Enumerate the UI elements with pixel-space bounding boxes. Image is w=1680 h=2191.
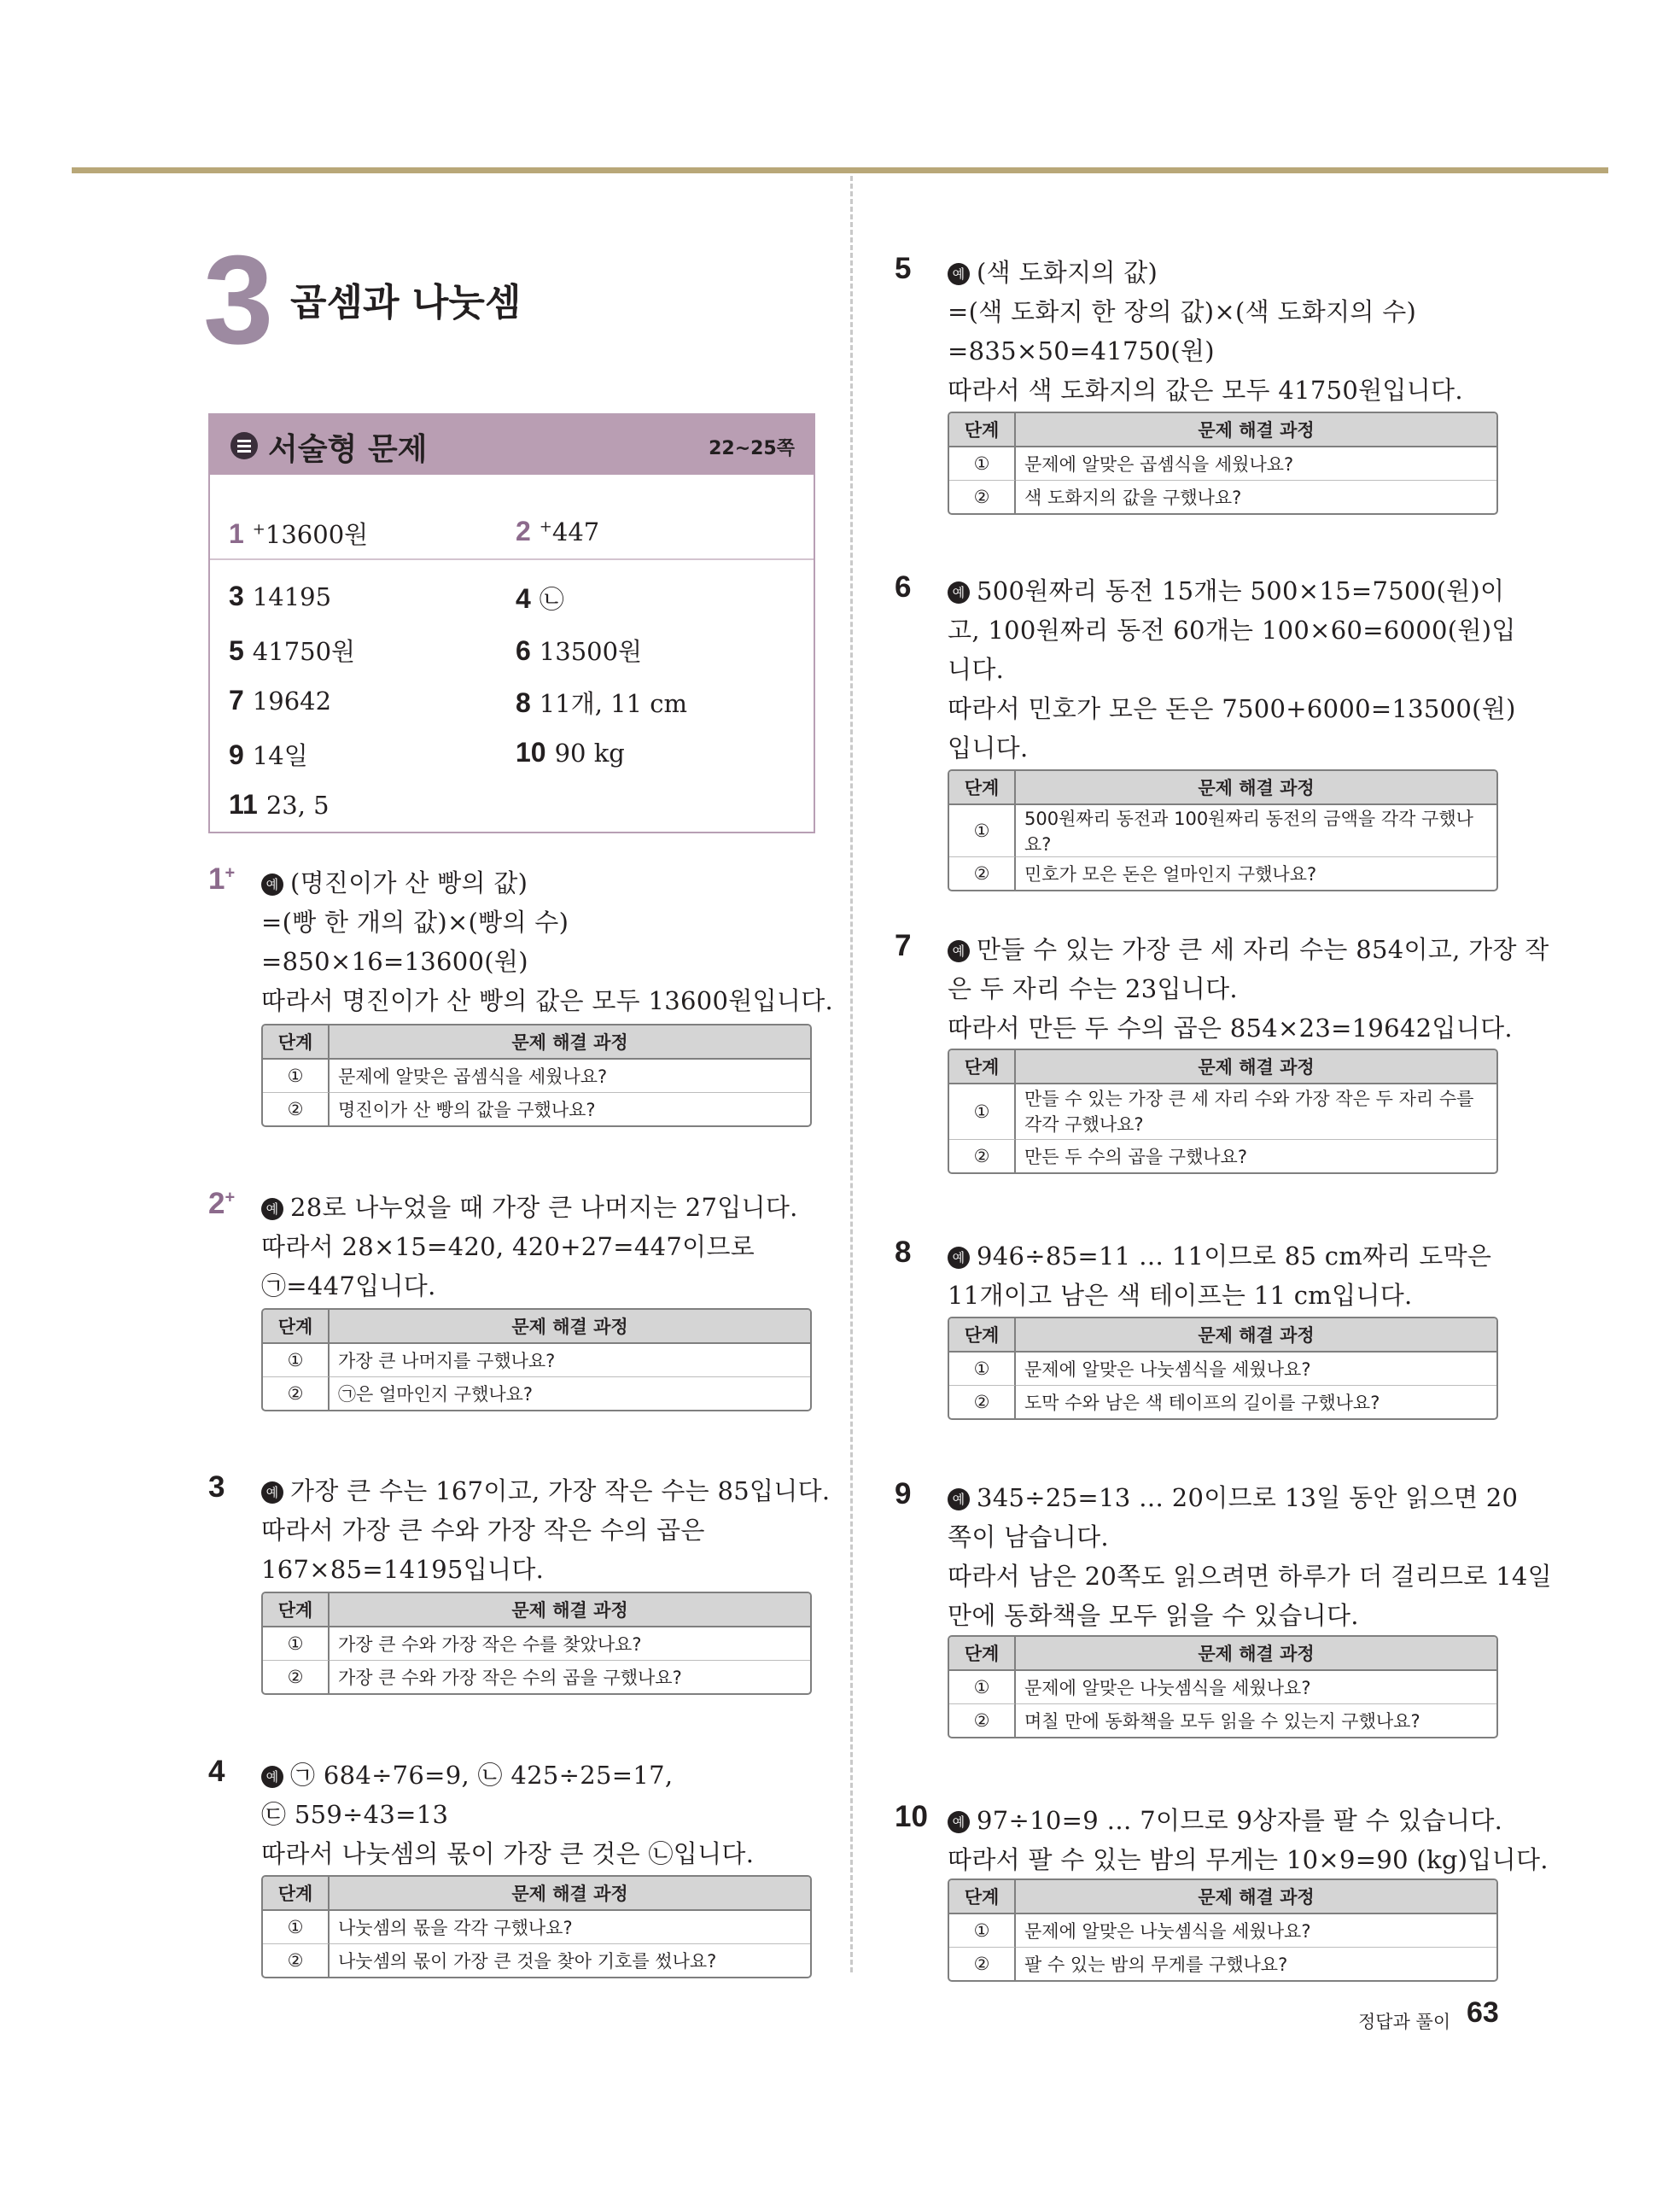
solution-line (261, 982, 833, 1017)
summary-answer (229, 685, 331, 716)
solution-line (948, 254, 1158, 289)
solution-line (261, 903, 569, 938)
solution-line (261, 1756, 673, 1791)
rubric-step-text (1016, 1703, 1496, 1737)
rubric-step-header: 단계 (949, 1637, 1016, 1671)
rubric-step-line: 가장 큰 나머지를 구했나요? (338, 1351, 556, 1371)
rubric-step-number: ① (263, 1911, 330, 1943)
rubric-row (949, 1353, 1496, 1385)
rubric-header-row (263, 1025, 810, 1060)
rubric-row (949, 1084, 1496, 1139)
rubric-step-header: 단계 (949, 413, 1016, 447)
rubric-row (949, 480, 1496, 513)
rubric-row (949, 447, 1496, 480)
question-number (208, 1187, 235, 1221)
summary-header (210, 415, 814, 475)
rubric-header-row (263, 1593, 810, 1627)
example-mark-icon: 예 (948, 581, 970, 604)
question-number (895, 570, 911, 605)
question-number-text: 6 (895, 570, 912, 604)
rubric-step-line: 가장 큰 수와 가장 작은 수를 찾았나요? (338, 1634, 642, 1655)
solution-line (261, 943, 528, 978)
solution-line (948, 1009, 1513, 1044)
rubric-row (949, 805, 1496, 856)
question-number-text: 8 (895, 1236, 912, 1269)
question-number-text: 9 (895, 1477, 912, 1510)
rubric-step-line: 문제에 알맞은 나눗셈식을 세웠나요? (1024, 1921, 1311, 1942)
solution-text: 따라서 명진이가 산 빵의 값은 모두 13600원입니다. (261, 986, 834, 1015)
answer-value: ㉡ (539, 585, 564, 614)
rubric-process-header: 문제 해결 과정 (1016, 771, 1496, 805)
solution-line (261, 864, 528, 899)
rubric-step-number: ② (949, 1947, 1016, 1980)
rubric-process-header: 문제 해결 과정 (330, 1877, 810, 1911)
rubric-step-number: ② (949, 480, 1016, 513)
question-number-text: 4 (208, 1755, 225, 1788)
solution-line (948, 1802, 1502, 1837)
rubric-step-text (1016, 1671, 1496, 1703)
rubric-step-text (1016, 805, 1496, 856)
rubric-header-row (949, 1318, 1496, 1353)
solution-text: =(빵 한 개의 값)×(빵의 수) (261, 908, 569, 937)
question-number (895, 1800, 928, 1834)
question-number (895, 929, 911, 963)
answer-number: 8 (516, 687, 531, 718)
solution-line (948, 931, 1549, 966)
answer-number: 11 (229, 789, 258, 820)
summary-answer (516, 581, 564, 616)
rubric-step-number: ② (263, 1660, 330, 1693)
rubric-table (261, 1308, 812, 1411)
rubric-step-text (1016, 1353, 1496, 1385)
rubric-step-text (1016, 1914, 1496, 1947)
solution-line (261, 1511, 705, 1546)
rubric-step-number: ② (949, 856, 1016, 890)
answer-value: 13500원 (539, 637, 643, 666)
solution-text: 가장 큰 수는 167이고, 가장 작은 수는 85입니다. (290, 1476, 831, 1505)
solution-text: ㉠ 684÷76=9, ㉡ 425÷25=17, (290, 1761, 674, 1790)
question-number (895, 252, 911, 286)
column-divider (850, 176, 853, 1972)
summary-answer (229, 633, 355, 668)
solution-line (261, 1472, 830, 1507)
question-number (208, 1755, 225, 1789)
rubric-step-number: ② (949, 1703, 1016, 1737)
rubric-step-number: ① (263, 1344, 330, 1376)
answer-value: 90 kg (554, 739, 625, 768)
example-mark-icon: 예 (261, 1198, 283, 1220)
plus-mark: + (225, 863, 236, 883)
rubric-step-text (330, 1344, 810, 1376)
solution-line (948, 690, 1516, 725)
example-mark-icon: 예 (948, 1811, 970, 1833)
rubric-process-header: 문제 해결 과정 (330, 1025, 810, 1060)
rubric-step-text (1016, 1947, 1496, 1980)
chapter-number: 3 (203, 230, 274, 371)
rubric-header-row (949, 413, 1496, 447)
rubric-step-number: ② (263, 1376, 330, 1410)
rubric-step-text (330, 1660, 810, 1693)
rubric-step-number: ① (949, 447, 1016, 480)
solution-line (948, 1557, 1552, 1592)
solution-text: =(색 도화지 한 장의 값)×(색 도화지의 수) (948, 297, 1417, 326)
solution-line (261, 1267, 436, 1302)
solution-text: 11개이고 남은 색 테이프는 11 cm입니다. (948, 1281, 1413, 1310)
example-mark-icon: 예 (261, 1766, 283, 1788)
rubric-step-number: ① (949, 805, 1016, 856)
question-number-text: 3 (208, 1470, 225, 1504)
example-mark-icon: 예 (948, 940, 970, 962)
rubric-row (949, 1947, 1496, 1980)
rubric-table (948, 1317, 1498, 1420)
rubric-step-number: ① (263, 1627, 330, 1660)
solution-text: (색 도화지의 값) (977, 258, 1158, 287)
solution-text: 따라서 남은 20쪽도 읽으려면 하루가 더 걸리므로 14일 (948, 1562, 1552, 1591)
example-mark-icon: 예 (948, 263, 970, 285)
answer-number: 10 (516, 737, 546, 768)
solution-text: ㉠=447입니다. (261, 1271, 436, 1300)
rubric-step-line: 명진이가 산 빵의 값을 구했나요? (338, 1100, 596, 1120)
rubric-step-number: ② (263, 1943, 330, 1977)
summary-answer (229, 789, 330, 821)
rubric-step-text (330, 1627, 810, 1660)
solution-line (948, 1841, 1549, 1876)
rubric-row (949, 1671, 1496, 1703)
rubric-row (263, 1943, 810, 1977)
answer-number: 6 (516, 635, 531, 666)
question-number (208, 862, 235, 897)
rubric-step-number: ① (949, 1084, 1016, 1139)
rubric-row (263, 1911, 810, 1943)
rubric-step-header: 단계 (263, 1310, 330, 1344)
rubric-step-number: ① (949, 1914, 1016, 1947)
solution-text: 167×85=14195입니다. (261, 1555, 545, 1584)
rubric-row (263, 1060, 810, 1092)
rubric-row (263, 1660, 810, 1693)
rubric-step-line: 문제에 알맞은 곱셈식을 세웠나요? (1024, 454, 1294, 475)
summary-pages: 22~25쪽 (709, 438, 795, 459)
solution-text: 946÷85=11 … 11이므로 85 cm짜리 도막은 (977, 1242, 1492, 1271)
solution-text: 쪽이 남습니다. (948, 1522, 1109, 1551)
answer-number: 3 (229, 581, 244, 611)
rubric-step-line: 문제에 알맞은 나눗셈식을 세웠나요? (1024, 1678, 1311, 1698)
rubric-step-text (1016, 480, 1496, 513)
rubric-step-line: 만들 수 있는 가장 큰 세 자리 수와 가장 작은 두 자리 수를 (1024, 1089, 1474, 1109)
answer-number: 4 (516, 583, 531, 614)
solution-text: =835×50=41750(원) (948, 336, 1215, 365)
rubric-step-text (1016, 447, 1496, 480)
rubric-header-row (949, 771, 1496, 805)
question-number-text: 2 (208, 1187, 225, 1220)
question-number (895, 1477, 911, 1511)
answer-value: 447 (551, 517, 600, 546)
summary-answer (516, 737, 625, 768)
rubric-step-header: 단계 (949, 771, 1016, 805)
summary-title: 서술형 문제 (268, 432, 428, 467)
rubric-step-line: 가장 큰 수와 가장 작은 수의 곱을 구했나요? (338, 1668, 682, 1688)
answer-number: 2 (516, 516, 531, 546)
summary-answer (516, 516, 599, 547)
rubric-step-header: 단계 (263, 1593, 330, 1627)
rubric-table (261, 1875, 812, 1978)
solution-line (948, 1237, 1491, 1272)
rubric-row (949, 856, 1496, 890)
rubric-step-header: 단계 (949, 1050, 1016, 1084)
solution-text: 따라서 가장 큰 수와 가장 작은 수의 곱은 (261, 1516, 705, 1545)
answer-number: 1 (229, 518, 244, 549)
list-icon (230, 432, 258, 459)
answer-value: 14일 (252, 741, 308, 770)
solution-line (948, 572, 1504, 607)
solution-text: 입니다. (948, 733, 1029, 762)
solution-text: 따라서 민호가 모은 돈은 7500+6000=13500(원) (948, 694, 1516, 723)
rubric-step-text (330, 1911, 810, 1943)
rubric-step-number: ① (949, 1671, 1016, 1703)
rubric-step-header: 단계 (949, 1318, 1016, 1353)
solution-line (948, 1277, 1413, 1312)
rubric-row (263, 1092, 810, 1125)
question-number-text: 5 (895, 252, 912, 285)
summary-answer (516, 685, 687, 720)
plus-mark: + (225, 1188, 236, 1207)
rubric-step-line: 며칠 만에 동화책을 모두 읽을 수 있는지 구했나요? (1024, 1711, 1420, 1732)
answer-value: 19642 (252, 687, 332, 716)
question-number (895, 1236, 911, 1270)
rubric-step-line: ㉠은 얼마인지 구했나요? (338, 1384, 534, 1405)
plus-mark: + (539, 517, 552, 536)
rubric-process-header: 문제 해결 과정 (1016, 1050, 1496, 1084)
rubric-process-header: 문제 해결 과정 (330, 1310, 810, 1344)
solution-text: 따라서 색 도화지의 값은 모두 41750원입니다. (948, 376, 1463, 405)
rubric-step-header: 단계 (949, 1880, 1016, 1914)
rubric-row (263, 1627, 810, 1660)
rubric-process-header: 문제 해결 과정 (1016, 413, 1496, 447)
rubric-row (949, 1914, 1496, 1947)
rubric-header-row (949, 1050, 1496, 1084)
example-mark-icon: 예 (948, 1488, 970, 1510)
solution-text: (명진이가 산 빵의 값) (290, 868, 528, 897)
solution-line (261, 1796, 448, 1831)
answer-value: 23, 5 (265, 791, 330, 820)
rubric-step-line: 색 도화지의 값을 구했나요? (1024, 488, 1242, 508)
answer-value: 41750원 (252, 637, 356, 666)
solution-text: 따라서 팔 수 있는 밤의 무게는 10×9=90 (kg)입니다. (948, 1845, 1549, 1874)
answer-number: 5 (229, 635, 244, 666)
rubric-table (948, 412, 1498, 515)
answer-number: 9 (229, 739, 244, 770)
rubric-step-line: 문제에 알맞은 나눗셈식을 세웠나요? (1024, 1359, 1311, 1380)
solution-line (261, 1228, 755, 1263)
example-mark-icon: 예 (948, 1247, 970, 1269)
rubric-step-line: 문제에 알맞은 곱셈식을 세웠나요? (338, 1066, 608, 1087)
rubric-step-number: ② (949, 1385, 1016, 1418)
solution-text: 만들 수 있는 가장 큰 세 자리 수는 854이고, 가장 작 (977, 935, 1549, 964)
solution-text: 28로 나누었을 때 가장 큰 나머지는 27입니다. (290, 1193, 798, 1222)
rubric-process-header: 문제 해결 과정 (1016, 1318, 1496, 1353)
solution-text: 고, 100원짜리 동전 60개는 100×60=6000(원)입 (948, 616, 1516, 645)
question-number-text: 10 (895, 1800, 928, 1833)
rubric-step-number: ② (263, 1092, 330, 1125)
answer-number: 7 (229, 685, 244, 716)
solution-text: =850×16=13600(원) (261, 947, 528, 976)
rubric-header-row (949, 1637, 1496, 1671)
example-mark-icon: 예 (261, 873, 283, 896)
example-mark-icon: 예 (261, 1481, 283, 1504)
rubric-step-text (330, 1943, 810, 1977)
solution-text: 97÷10=9 … 7이므로 9상자를 팔 수 있습니다. (977, 1806, 1503, 1835)
rubric-row (949, 1703, 1496, 1737)
solution-text: 따라서 28×15=420, 420+27=447이므로 (261, 1232, 755, 1261)
rubric-step-line: 팔 수 있는 밤의 무게를 구했나요? (1024, 1954, 1288, 1975)
solution-line (948, 651, 1004, 686)
rubric-step-text (330, 1376, 810, 1410)
solution-text: 따라서 나눗셈의 몫이 가장 큰 것은 ㉡입니다. (261, 1839, 755, 1868)
solution-line (948, 332, 1215, 367)
page-number: 63 (1467, 1996, 1499, 2029)
rubric-table (948, 1635, 1498, 1738)
solution-line (948, 611, 1516, 646)
rubric-step-line: 나눗셈의 몫이 가장 큰 것을 찾아 기호를 썼나요? (338, 1951, 717, 1972)
summary-answer (229, 581, 331, 612)
rubric-step-number: ① (949, 1353, 1016, 1385)
rubric-process-header: 문제 해결 과정 (1016, 1880, 1496, 1914)
answer-value: 11개, 11 cm (539, 689, 688, 718)
rubric-row (949, 1139, 1496, 1172)
solution-line (948, 293, 1416, 328)
summary-answer (229, 737, 308, 772)
solution-line (261, 1835, 754, 1870)
rubric-step-line: 도막 수와 남은 색 테이프의 길이를 구했나요? (1024, 1393, 1380, 1413)
summary-answer (229, 516, 368, 551)
rubric-table (261, 1024, 812, 1127)
rubric-step-number: ② (949, 1139, 1016, 1172)
solution-line (948, 1597, 1359, 1632)
solution-text: 은 두 자리 수는 23입니다. (948, 974, 1238, 1003)
summary-answer (516, 633, 642, 668)
solution-text: 500원짜리 동전 15개는 500×15=7500(원)이 (977, 576, 1505, 605)
question-number-text: 1 (208, 862, 225, 896)
rubric-process-header: 문제 해결 과정 (330, 1593, 810, 1627)
answer-value: 13600원 (265, 520, 369, 549)
rubric-table (948, 1878, 1498, 1982)
rubric-step-line: 나눗셈의 몫을 각각 구했나요? (338, 1918, 573, 1938)
solution-text: 니다. (948, 655, 1005, 684)
solution-line (948, 1518, 1109, 1553)
rubric-step-line: 민호가 모은 돈은 얼마인지 구했나요? (1024, 864, 1317, 885)
rubric-process-header: 문제 해결 과정 (1016, 1637, 1496, 1671)
solution-line (261, 1551, 544, 1586)
rubric-step-header: 단계 (263, 1025, 330, 1060)
rubric-header-row (263, 1310, 810, 1344)
rubric-row (263, 1344, 810, 1376)
rubric-step-header: 단계 (263, 1877, 330, 1911)
solution-text: 345÷25=13 … 20이므로 13일 동안 읽으면 20 (977, 1483, 1519, 1512)
rubric-step-text (1016, 1385, 1496, 1418)
solution-text: 만에 동화책을 모두 읽을 수 있습니다. (948, 1601, 1359, 1630)
solution-text: ㉢ 559÷43=13 (261, 1800, 449, 1829)
rubric-header-row (263, 1877, 810, 1911)
chapter-title: 곱셈과 나눗셈 (290, 281, 522, 324)
rubric-row (949, 1385, 1496, 1418)
rubric-table (948, 769, 1498, 891)
rubric-step-line: 500원짜리 동전과 100원짜리 동전의 금액을 각각 구했나요? (1024, 809, 1473, 855)
rubric-step-text (1016, 1084, 1496, 1139)
answer-value: 14195 (252, 582, 332, 611)
footer-label: 정답과 풀이 (1358, 2012, 1451, 2032)
solution-line (948, 1479, 1518, 1514)
solution-line (948, 729, 1028, 764)
rubric-step-text (330, 1060, 810, 1092)
rubric-table (261, 1592, 812, 1695)
top-rule (72, 167, 1608, 173)
rubric-step-line: 각각 구했나요? (1024, 1114, 1144, 1135)
rubric-row (263, 1376, 810, 1410)
plus-mark: + (252, 520, 265, 539)
rubric-step-text (330, 1092, 810, 1125)
solution-line (261, 1189, 798, 1224)
question-number (208, 1470, 225, 1504)
solution-line (948, 371, 1463, 406)
rubric-header-row (949, 1880, 1496, 1914)
solution-text: 따라서 만든 두 수의 곱은 854×23=19642입니다. (948, 1014, 1513, 1043)
question-number-text: 7 (895, 929, 912, 962)
solution-line (948, 970, 1238, 1005)
rubric-step-text (1016, 856, 1496, 890)
rubric-step-number: ① (263, 1060, 330, 1092)
rubric-step-text (1016, 1139, 1496, 1172)
rubric-table (948, 1049, 1498, 1174)
rubric-step-line: 만든 두 수의 곱을 구했나요? (1024, 1147, 1247, 1167)
